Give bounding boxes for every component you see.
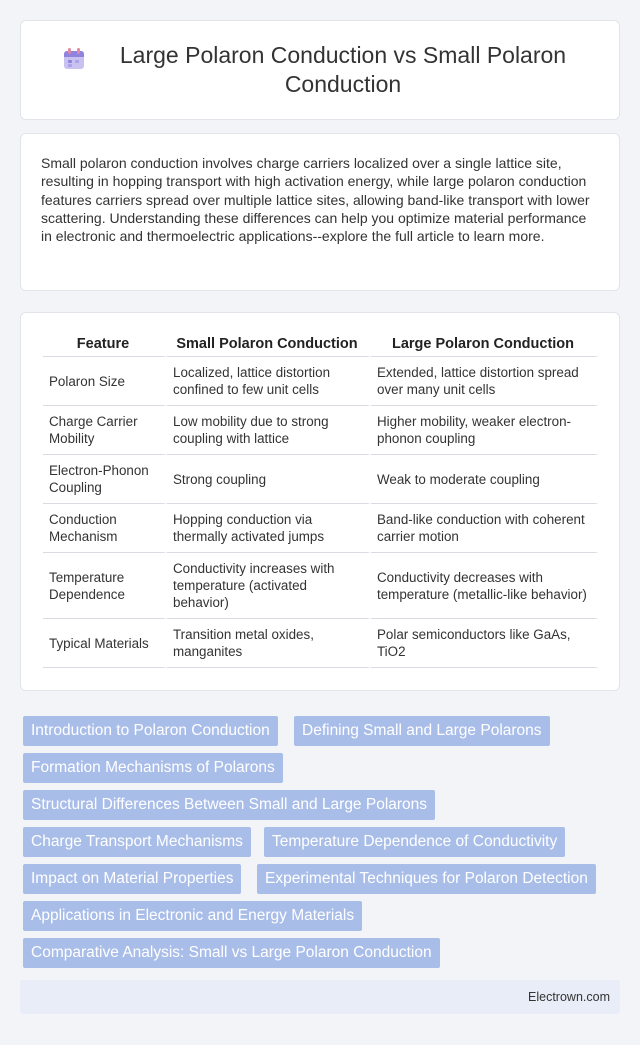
title-card [20,20,620,120]
tag-charge-transport[interactable]: Charge Transport Mechanisms [23,827,251,857]
tag-comparative-analysis[interactable]: Comparative Analysis: Small vs Large Polaron Conduction [23,938,440,968]
header-feature: Feature [43,333,167,357]
large-polaron-cell: Band-like conduction with coherent carrier motion [371,504,599,553]
large-polaron-cell: Higher mobility, weaker electron-phonon coupling [371,406,599,455]
table-row [43,553,599,619]
tag-formation-mechanisms[interactable]: Formation Mechanisms of Polarons [23,753,283,783]
footer [20,980,620,1014]
intro-card [20,133,620,291]
intro-paragraph: Small polaron conduction involves charge carriers localized over a single lattice site, resulting in hopping transport with high activation energy, while large polaron conduction features carriers spread over multiple lattice sites, allowing band-like transport with lower scattering. Understanding these differences can help you optimize material performance in electronic and thermoelectric applications--explore the full article to learn more. [41,155,590,245]
table-row [43,619,599,668]
header-small-polaron: Small Polaron Conduction [167,333,371,357]
tag-experimental-techniques[interactable]: Experimental Techniques for Polaron Detection [257,864,596,894]
feature-cell: Polaron Size [43,357,167,406]
table-row [43,406,599,455]
tag-structural-differences[interactable]: Structural Differences Between Small and Large Polarons [23,790,435,820]
tag-material-properties[interactable]: Impact on Material Properties [23,864,241,894]
table-row [43,504,599,553]
small-polaron-cell: Localized, lattice distortion confined to few unit cells [167,357,371,406]
small-polaron-cell: Conductivity increases with temperature (activated behavior) [167,553,371,619]
large-polaron-cell: Extended, lattice distortion spread over many unit cells [371,357,599,406]
feature-cell: Charge Carrier Mobility [43,406,167,455]
table-row [43,455,599,504]
large-polaron-cell: Polar semiconductors like GaAs, TiO2 [371,619,599,668]
tag-temperature-dependence[interactable]: Temperature Dependence of Conductivity [264,827,565,857]
small-polaron-cell: Hopping conduction via thermally activated jumps [167,504,371,553]
tag-applications[interactable]: Applications in Electronic and Energy Materials [23,901,362,931]
tag-introduction[interactable]: Introduction to Polaron Conduction [23,716,278,746]
header-large-polaron: Large Polaron Conduction [371,333,599,357]
table-header-row [43,333,599,357]
large-polaron-cell: Conductivity decreases with temperature (metallic-like behavior) [371,553,599,619]
feature-cell: Electron-Phonon Coupling [43,455,167,504]
feature-cell: Typical Materials [43,619,167,668]
comparison-table-card [20,312,620,691]
small-polaron-cell: Strong coupling [167,455,371,504]
footer-brand[interactable]: Electrown.com [528,990,610,1004]
page-title: Large Polaron Conduction vs Small Polaron Conduction [119,42,567,97]
small-polaron-cell: Transition metal oxides, manganites [167,619,371,668]
table-row [43,357,599,406]
feature-cell: Temperature Dependence [43,553,167,619]
large-polaron-cell: Weak to moderate coupling [371,455,599,504]
feature-cell: Conduction Mechanism [43,504,167,553]
calendar-icon [61,46,87,72]
small-polaron-cell: Low mobility due to strong coupling with lattice [167,406,371,455]
comparison-table [43,333,599,668]
tag-defining-polarons[interactable]: Defining Small and Large Polarons [294,716,550,746]
